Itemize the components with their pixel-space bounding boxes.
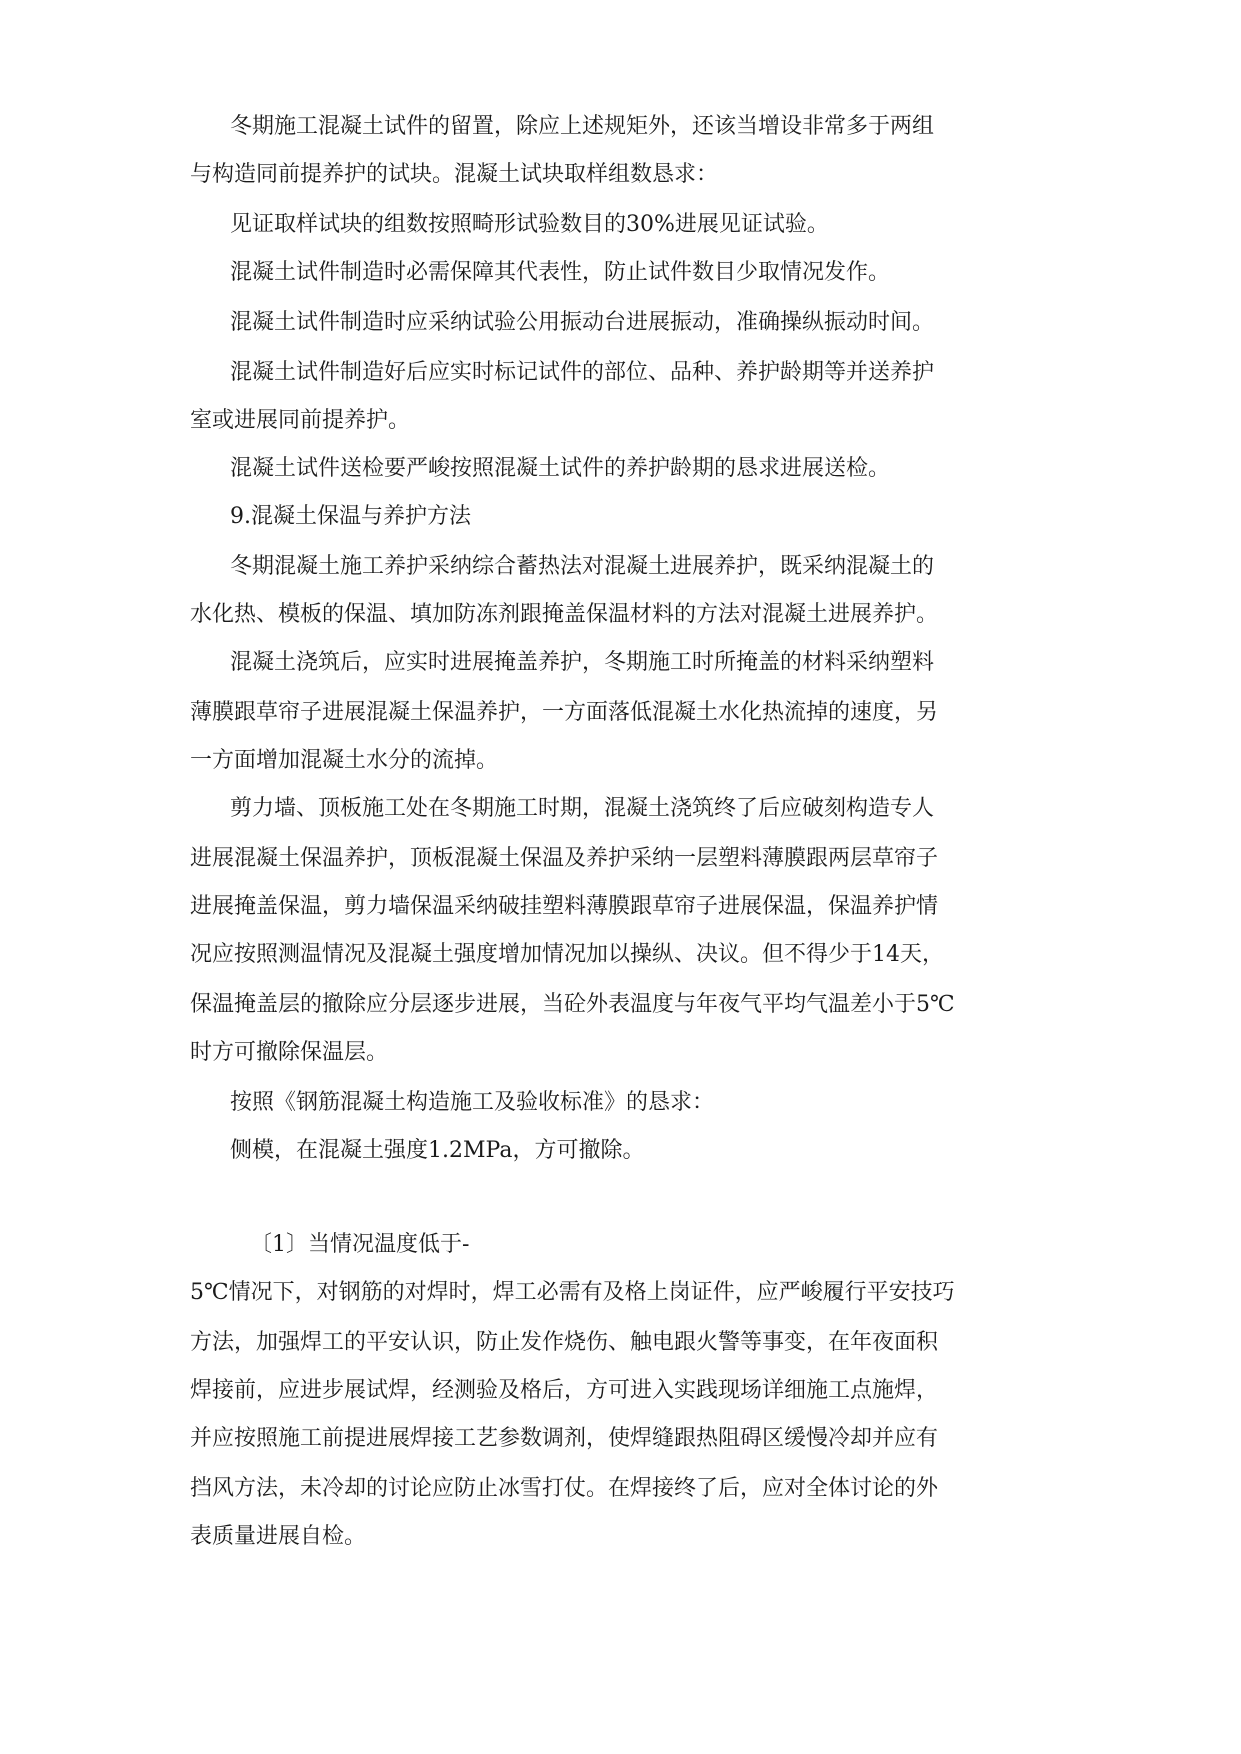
paragraph-line: 况应按照测温情况及混凝土强度增加情况加以操纵、决议。但不得少于14天， bbox=[190, 942, 944, 967]
paragraph-line: 水化热、模板的保温、填加防冻剂跟掩盖保温材料的方法对混凝土进展养护。 bbox=[190, 602, 939, 627]
paragraph-line: 保温掩盖层的撤除应分层逐步进展，当砼外表温度与年夜气平均气温差小于5℃ bbox=[190, 992, 955, 1017]
paragraph-line: 与构造同前提养护的试块。混凝土试块取样组数恳求： bbox=[190, 162, 719, 187]
paragraph-line: 挡风方法，未冷却的讨论应防止冰雪打仗。在焊接终了后，应对全体讨论的外 bbox=[190, 1476, 939, 1501]
section-heading: 9.混凝土保温与养护方法 bbox=[230, 504, 471, 529]
paragraph-line: 薄膜跟草帘子进展混凝土保温养护，一方面落低混凝土水化热流掉的速度，另 bbox=[190, 700, 939, 725]
paragraph-line: 侧模，在混凝土强度1.2MPa，方可撤除。 bbox=[230, 1138, 645, 1163]
paragraph-line: 冬期施工混凝土试件的留置，除应上述规矩外，还该当增设非常多于两组 bbox=[230, 114, 935, 139]
paragraph-line: 混凝土浇筑后，应实时进展掩盖养护，冬期施工时所掩盖的材料采纳塑料 bbox=[230, 650, 935, 675]
paragraph-line: 进展掩盖保温，剪力墙保温采纳破挂塑料薄膜跟草帘子进展保温，保温养护情 bbox=[190, 894, 939, 919]
paragraph-line: 5℃情况下，对钢筋的对焊时，焊工必需有及格上岗证件，应严峻履行平安技巧 bbox=[190, 1280, 955, 1305]
paragraph-line: 时方可撤除保温层。 bbox=[190, 1040, 389, 1065]
paragraph-line: 混凝土试件制造时必需保障其代表性，防止试件数目少取情况发作。 bbox=[230, 260, 891, 285]
paragraph-line: 混凝土试件送检要严峻按照混凝土试件的养护龄期的恳求进展送检。 bbox=[230, 456, 891, 481]
paragraph-line: 并应按照施工前提进展焊接工艺参数调剂，使焊缝跟热阻碍区缓慢冷却并应有 bbox=[190, 1426, 939, 1451]
paragraph-line: 表质量进展自检。 bbox=[190, 1524, 367, 1549]
paragraph-line: 剪力墙、顶板施工处在冬期施工时期，混凝土浇筑终了后应破刻构造专人 bbox=[230, 796, 935, 821]
paragraph-line: 进展混凝土保温养护，顶板混凝土保温及养护采纳一层塑料薄膜跟两层草帘子 bbox=[190, 846, 939, 871]
paragraph-line: 焊接前，应进步展试焊，经测验及格后，方可进入实践现场详细施工点施焊， bbox=[190, 1378, 939, 1403]
paragraph-line: 方法，加强焊工的平安认识，防止发作烧伤、触电跟火警等事变，在年夜面积 bbox=[190, 1330, 939, 1355]
paragraph-line: 见证取样试块的组数按照畸形试验数目的30%进展见证试验。 bbox=[230, 212, 829, 237]
paragraph-line: 室或进展同前提养护。 bbox=[190, 408, 411, 433]
paragraph-line: 一方面增加混凝土水分的流掉。 bbox=[190, 748, 499, 773]
paragraph-line: 混凝土试件制造好后应实时标记试件的部位、品种、养护龄期等并送养护 bbox=[230, 360, 935, 385]
paragraph-line: 混凝土试件制造时应采纳试验公用振动台进展振动，准确操纵振动时间。 bbox=[230, 310, 935, 335]
paragraph-line: 按照《钢筋混凝土构造施工及验收标准》的恳求： bbox=[230, 1090, 715, 1115]
paragraph-line: 冬期混凝土施工养护采纳综合蓄热法对混凝土进展养护，既采纳混凝土的 bbox=[230, 554, 935, 579]
list-item-label: 〔1〕当情况温度低于- bbox=[250, 1232, 470, 1257]
